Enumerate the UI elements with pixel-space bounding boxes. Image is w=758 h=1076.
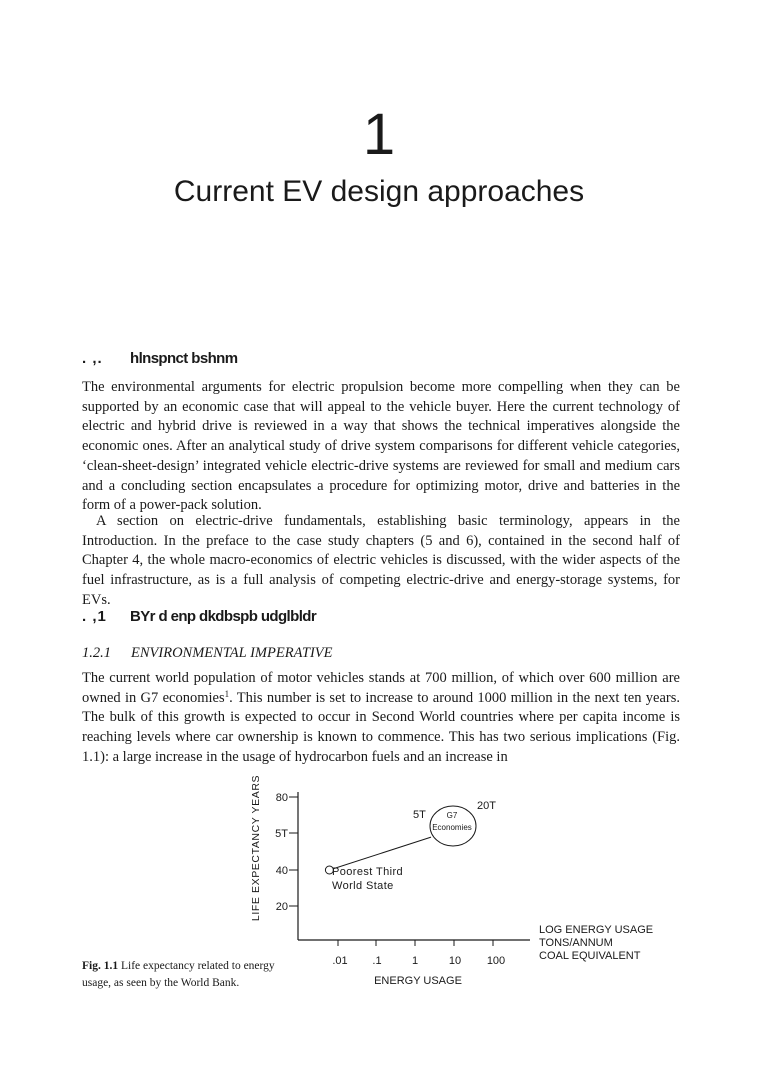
section-number: . ,. bbox=[82, 350, 103, 367]
section-title: BYr d enp dkdbspb udglbldr bbox=[130, 608, 317, 625]
footnote-mark: 1 bbox=[224, 688, 230, 699]
y-axis-title: LIFE EXPECTANCY YEARS bbox=[250, 774, 262, 922]
y-tick-label: 20 bbox=[275, 901, 288, 913]
annotation-label: G7 bbox=[446, 811, 458, 820]
x-axis-note: COAL EQUIVALENT bbox=[539, 950, 641, 962]
figure-caption bbox=[82, 958, 298, 992]
annotation-label: 20T bbox=[477, 800, 496, 812]
paragraph-text: . This number is set to increase to around 1000 million in the next ten years. The bulk of this growth is expected to occur in Second World countries where per capita income is reaching levels where car ownership is known to commence. This has two serious implications (Fig. 1.1): a large increase in the usage of hydrocarbon fuels and an increase in bbox=[82, 689, 681, 765]
caption-text: Life expectancy related to energy usage, as seen by the World Bank. bbox=[82, 960, 275, 989]
section-number: . ,1 bbox=[82, 608, 107, 625]
annotation-label: Economies bbox=[432, 823, 472, 832]
annotation-label: Poorest Third bbox=[332, 866, 404, 878]
x-tick-label: .1 bbox=[372, 955, 382, 967]
annotation-label: World State bbox=[332, 880, 394, 892]
x-tick-label: 1 bbox=[411, 955, 419, 967]
paragraph-text: The current world population of motor vehicles stands at 700 million, of which over 600 million are owned in G7 economies bbox=[82, 670, 680, 706]
y-tick-label: 80 bbox=[275, 792, 288, 804]
caption-label: Fig. 1.1 bbox=[82, 960, 119, 972]
x-axis-title: ENERGY USAGE bbox=[374, 975, 462, 987]
y-tick-label: 5T bbox=[275, 828, 288, 840]
x-tick-label: .01 bbox=[332, 955, 348, 967]
x-tick-label: 10 bbox=[448, 955, 462, 967]
section-title: hlnspnct bshnm bbox=[130, 350, 238, 367]
x-axis-note: LOG ENERGY USAGE bbox=[539, 924, 654, 936]
body-paragraph: A section on electric-drive fundamentals, establishing basic terminology, appears in the Introduction. In the preface to the case study chapters (5 and 6), contained in the second half of Chapter 4, the whole macro-economics of electric vehicles is discussed, with the wider aspects of the fuel infrastructure, as is a full analysis of competing electric-drive and energy-storage systems, for EVs. bbox=[82, 513, 680, 608]
subsection-title: ENVIRONMENTAL IMPERATIVE bbox=[131, 645, 333, 661]
annotation-label: 5T bbox=[413, 809, 426, 821]
chapter-number: 1 bbox=[362, 102, 396, 167]
chapter-title: Current EV design approaches bbox=[173, 175, 585, 208]
x-axis-note: TONS/ANNUM bbox=[539, 937, 613, 949]
subsection-number: 1.2.1 bbox=[82, 645, 111, 661]
body-paragraph: The environmental arguments for electric propulsion become more compelling when they can be supported by an economic case that will appeal to the vehicle buyer. Here the current technology of electric and hybrid drive is reviewed in a way that shows the technical imperatives alongside the economic ones. After an analytical study of drive system comparisons for different vehicle categories, ‘clean-sheet-design’ integrated vehicle electric-drive systems are reviewed for small and medium cars and a concluding section encapsulates a procedure for optimizing motor, drive and batteries in the form of a power-pack solution. bbox=[82, 379, 680, 514]
x-tick-label: 100 bbox=[486, 955, 506, 967]
y-tick-label: 40 bbox=[275, 865, 288, 877]
